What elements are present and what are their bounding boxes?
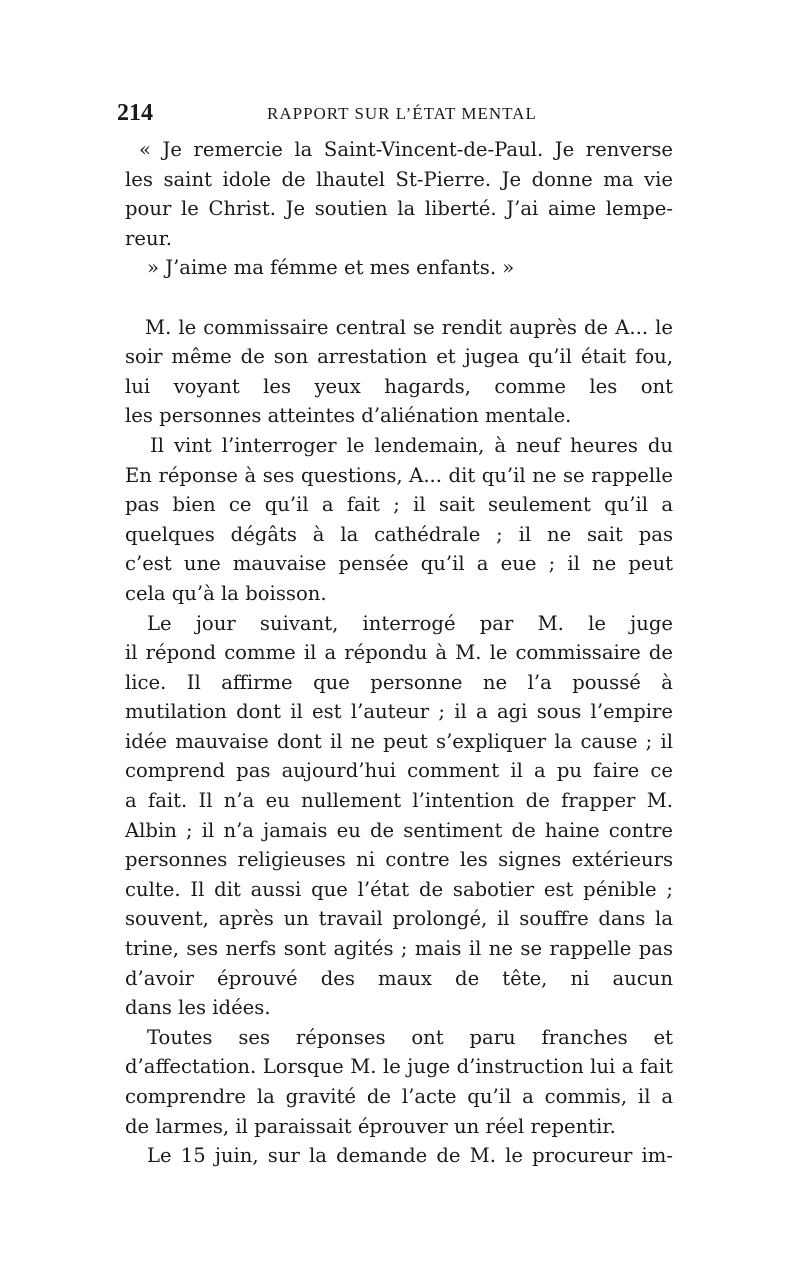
text-line: dans les idées. xyxy=(125,996,271,1020)
text-line: Toutes ses réponses ont paru franches et xyxy=(147,1025,673,1049)
text-line: Il vint l’interroger le lendemain, à neuf heures du xyxy=(150,433,673,457)
text-line: souvent, après un travail prolongé, il souffre dans la xyxy=(125,907,673,931)
text-line: » J’aime ma fémme et mes enfants. » xyxy=(147,256,515,280)
text-line: Le 15 juin, sur la demande de M. le procureur im- xyxy=(147,1144,673,1168)
text-line: quelques dégâts à la cathédrale ; il ne sait pas xyxy=(125,522,673,546)
text-line: soir même de son arrestation et jugea qu’il était fou, xyxy=(125,345,673,369)
text-line: il répond comme il a répondu à M. le commissaire de xyxy=(125,641,673,665)
text-line: les personnes atteintes d’aliénation mentale. xyxy=(125,404,572,428)
text-line: culte. Il dit aussi que l’état de sabotier est pénible ; xyxy=(125,877,673,901)
text-line: d’affectation. Lorsque M. le juge d’instruction lui a fait xyxy=(125,1055,673,1079)
text-line: comprend pas aujourd’hui comment il a pu faire ce xyxy=(125,759,673,783)
text-line: c’est une mauvaise pensée qu’il a eue ; il ne peut xyxy=(125,552,673,576)
page-header xyxy=(117,100,672,130)
running-title: RAPPORT SUR L’ÉTAT MENTAL xyxy=(267,104,537,123)
text-line: trine, ses nerfs sont agités ; mais il ne se rappelle pas xyxy=(125,937,673,961)
text-line: reur. xyxy=(125,226,173,250)
page-number: 214 xyxy=(117,100,153,126)
text-line: pour le Christ. Je soutien la liberté. J’ai aime lempe- xyxy=(125,197,673,221)
paragraph-gap xyxy=(125,283,673,313)
text-line: comprendre la gravité de l’acte qu’il a commis, il a xyxy=(125,1085,673,1108)
text-line: cela qu’à la boisson. xyxy=(125,581,327,605)
text-line: personnes religieuses ni contre les signes extérieurs xyxy=(125,848,673,872)
text-line: les saint idole de lhautel St-Pierre. Je donne ma vie xyxy=(125,167,673,191)
text-line: a fait. Il n’a eu nullement l’intention de frapper M. xyxy=(125,789,673,813)
text-line: lice. Il affirme que personne ne l’a poussé à xyxy=(125,670,673,694)
text-line: pas bien ce qu’il a fait ; il sait seulement qu’il a xyxy=(125,493,673,517)
text-line: Albin ; il n’a jamais eu de sentiment de haine contre xyxy=(125,818,673,842)
body-text xyxy=(125,135,673,1171)
text-line: mutilation dont il est l’auteur ; il a agi sous l’empire xyxy=(125,700,673,724)
text-line: d’avoir éprouvé des maux de tête, ni aucun xyxy=(125,966,673,990)
text-line: M. le commissaire central se rendit auprès de A... le xyxy=(145,315,673,339)
text-line: En réponse à ses questions, A... dit qu’il ne se rappelle xyxy=(125,463,673,487)
text-line: idée mauvaise dont il ne peut s’expliquer la cause ; il xyxy=(125,729,673,753)
text-line: de larmes, il paraissait éprouver un réel repentir. xyxy=(125,1114,616,1138)
text-line: lui voyant les yeux hagards, comme les ont xyxy=(125,374,673,398)
text-line: « Je remercie la Saint-Vincent-de-Paul. Je renverse xyxy=(139,138,673,161)
text-line: Le jour suivant, interrogé par M. le juge xyxy=(147,611,673,635)
